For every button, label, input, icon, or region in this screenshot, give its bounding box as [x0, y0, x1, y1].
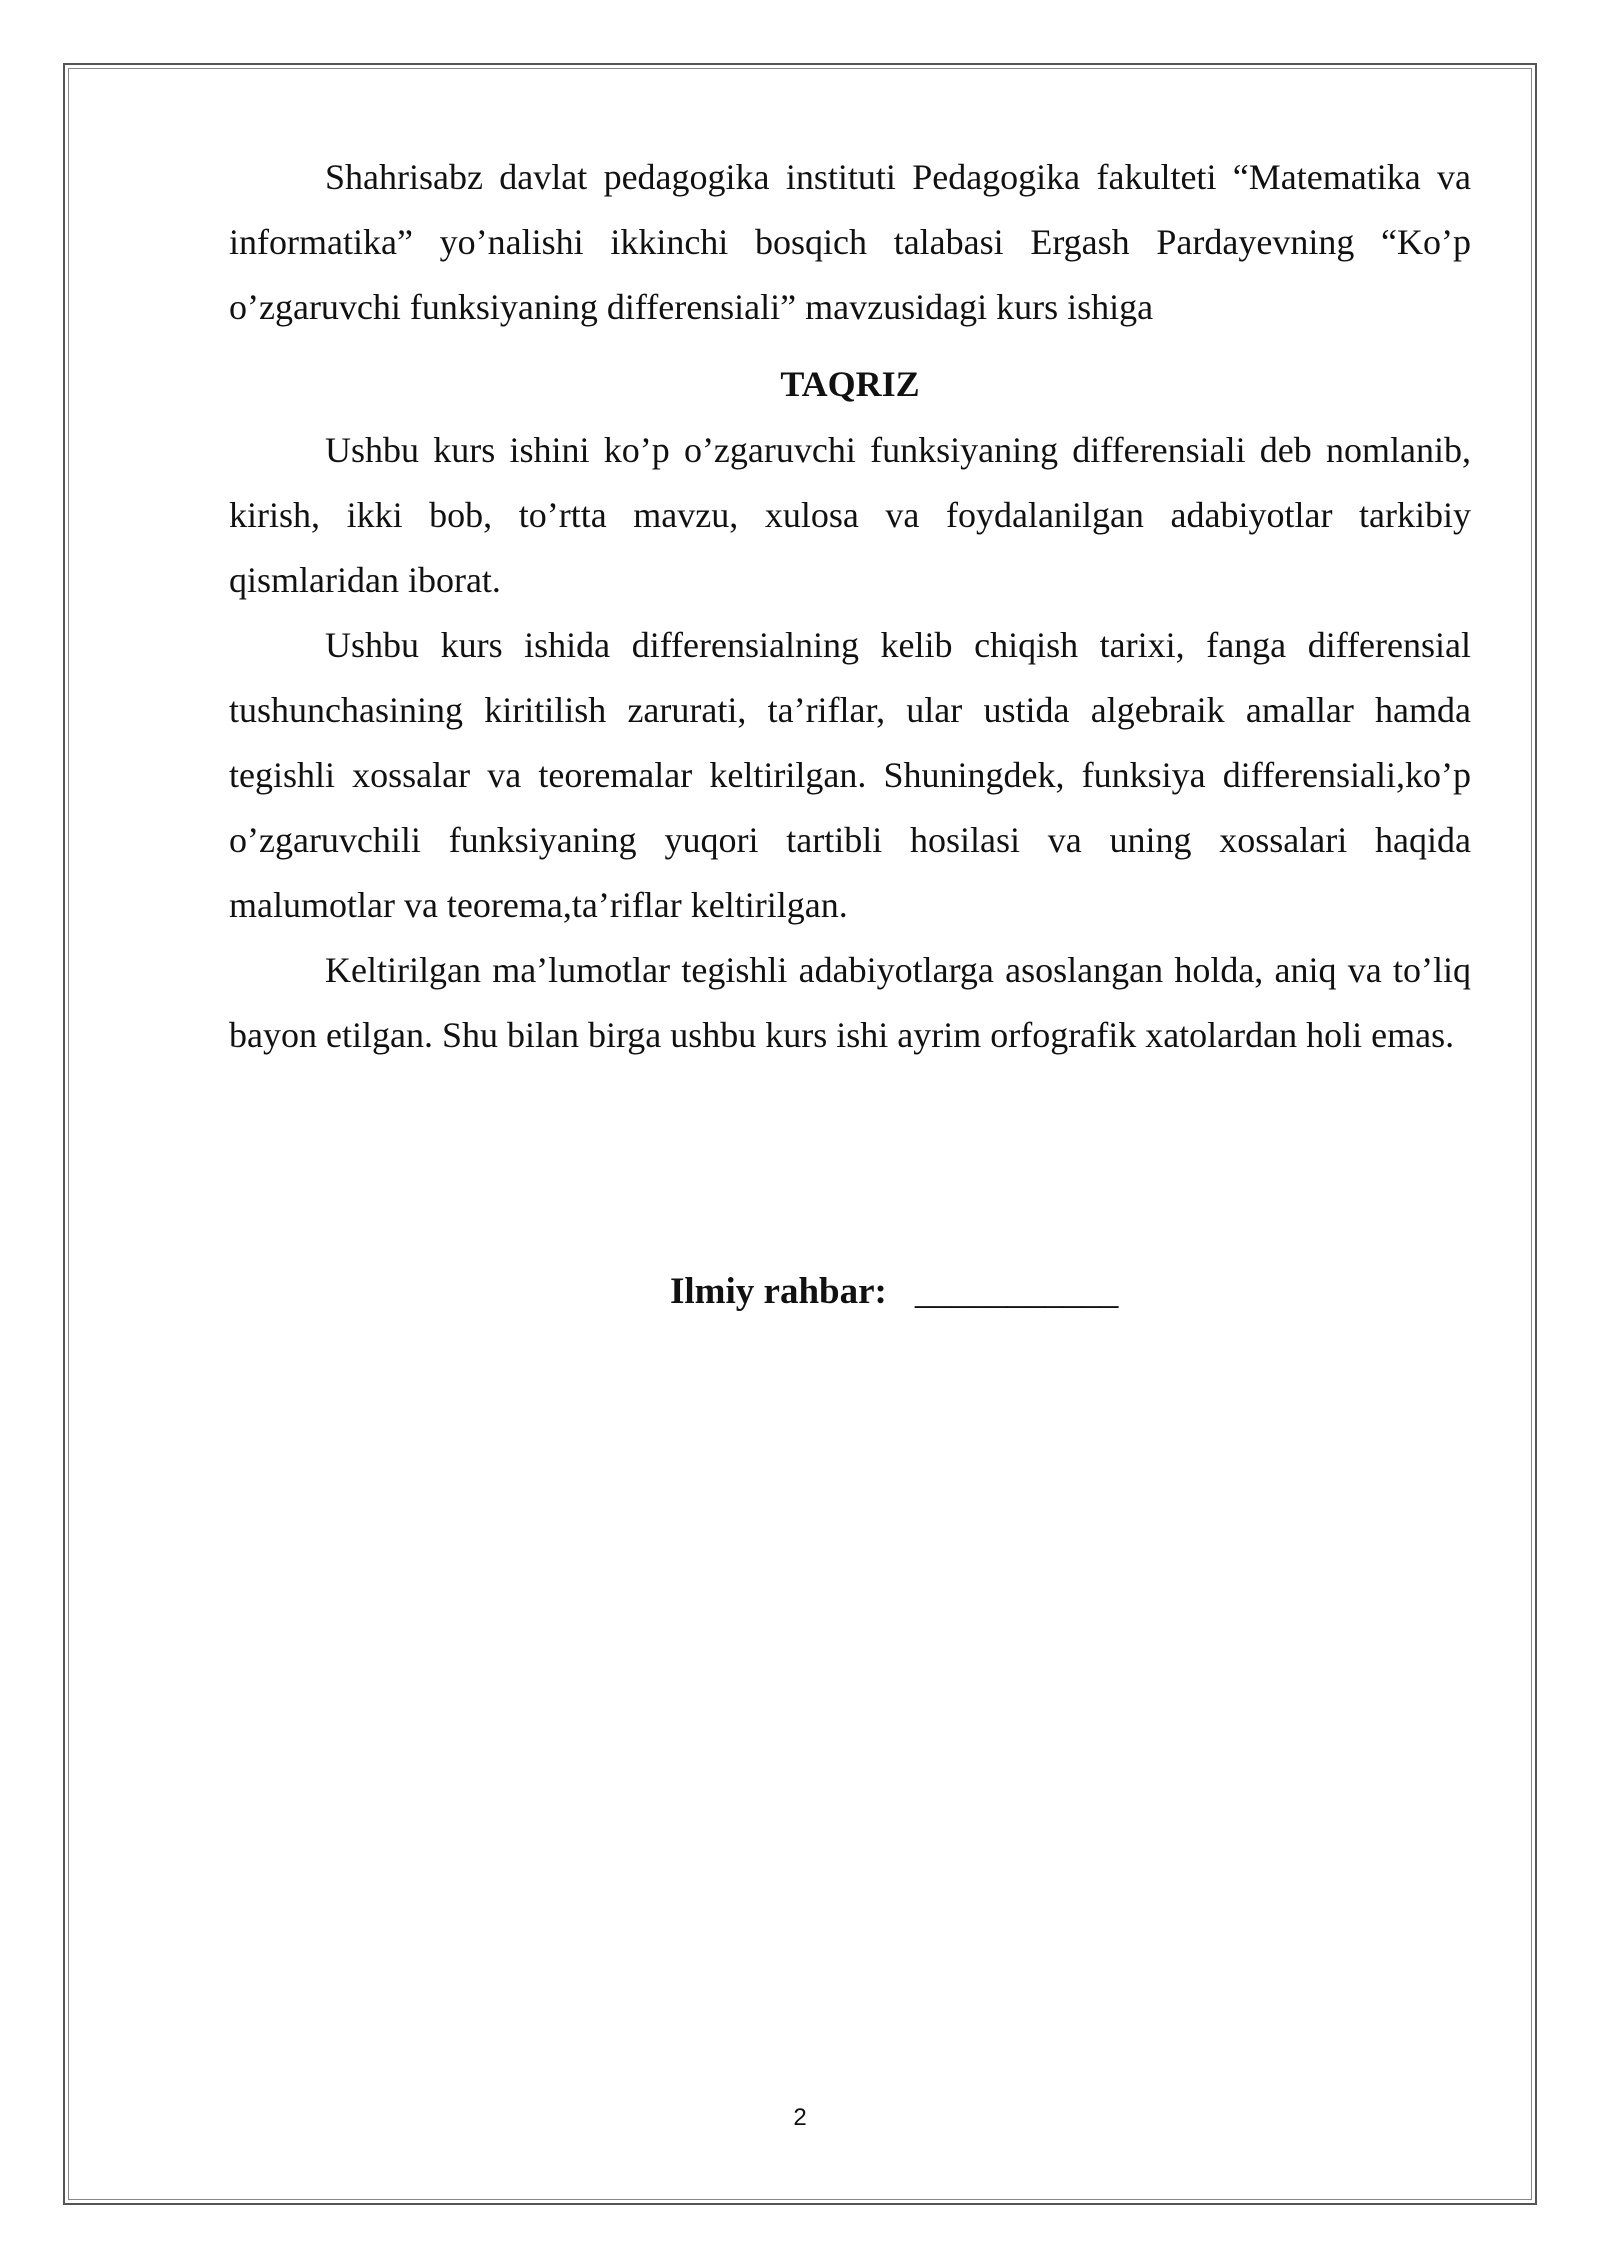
- signature-label: Ilmiy rahbar:: [670, 1271, 887, 1312]
- body-paragraph-2: Ushbu kurs ishida differensialning kelib chiqish tarixi, fanga differensial tushunchasining kiritilish zarurati, ta’riflar, ular ustida algebraik amallar hamda tegishli xossalar va teoremalar keltirilgan. Shuningdek, funksiya differensiali,ko’p o’zgaruvchili funksiyaning yuqori tartibli hosilasi va uning xossalari haqida malumotlar va teorema,ta’riflar keltirilgan.: [229, 625, 1471, 925]
- page-number: 2: [793, 2104, 807, 2131]
- intro-paragraph: Shahrisabz davlat pedagogika instituti Pedagogika fakulteti “Matematika va informatika” yo’nalishi ikkinchi bosqich talabasi Ergash Pardayevning “Ko’p o’zgaruvchi funksiyaning differensiali” mavzusidagi kurs ishiga: [229, 157, 1471, 327]
- signature-line: ___________: [914, 1271, 1119, 1312]
- signature-block: [670, 1270, 1118, 1313]
- document-title: TAQRIZ: [780, 364, 920, 404]
- body-paragraph-1: Ushbu kurs ishini ko’p o’zgaruvchi funksiyaning differensiali deb nomlanib, kirish, ikki bob, to’rtta mavzu, xulosa va foydalanilgan adabiyotlar tarkibiy qismlaridan iborat.: [229, 430, 1471, 600]
- body-paragraph-3: Keltirilgan ma’lumotlar tegishli adabiyotlarga asoslangan holda, aniq va to’liq bayon etilgan. Shu bilan birga ushbu kurs ishi ayrim orfografik xatolardan holi emas.: [229, 950, 1471, 1055]
- document-body: [229, 145, 1471, 1068]
